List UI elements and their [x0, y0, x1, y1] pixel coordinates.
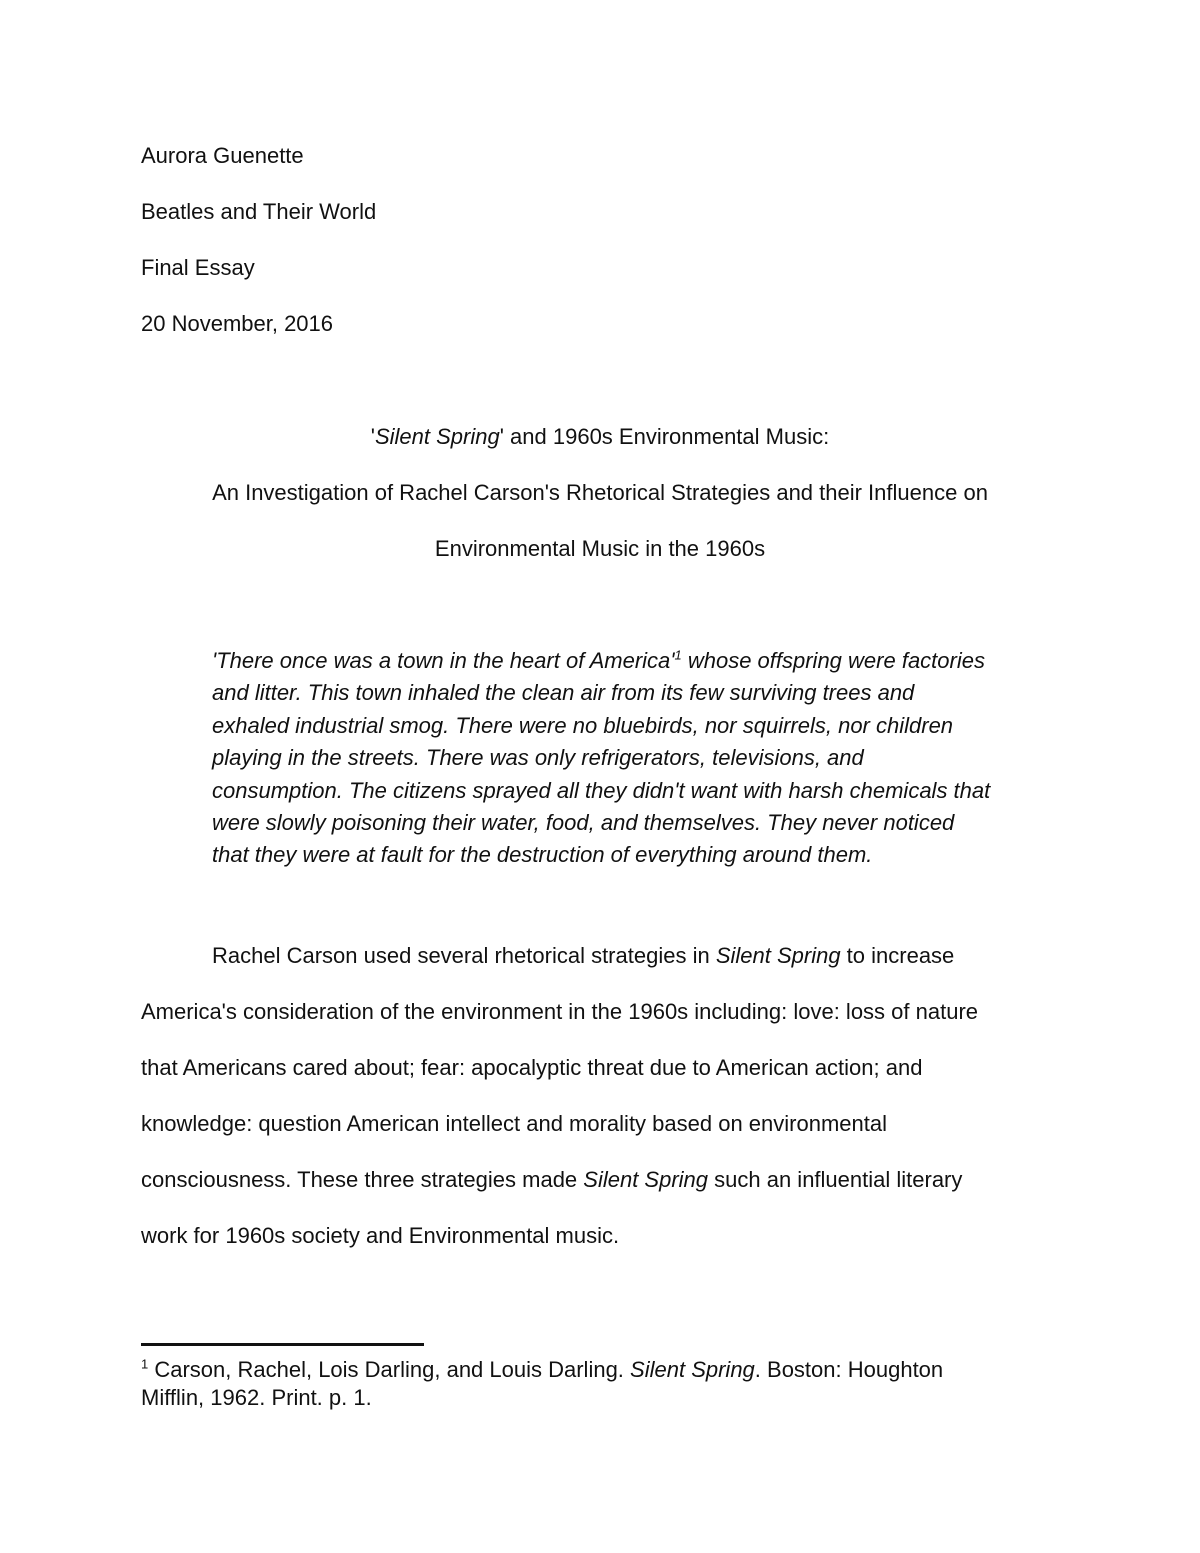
epigraph-line: 'There once was a town in the heart of $America'^1$ whose offspring were factories	[212, 647, 985, 673]
body-line: consciousness. These three strategies made Silent Spring such an influential literary	[141, 1167, 963, 1192]
body-line: Rachel Carson used several rhetorical strategies in Silent Spring to increase	[212, 943, 955, 968]
epigraph-line: that they were at fault for the destruction of everything around them.	[212, 842, 873, 868]
essay-title-line-3: Environmental Music in the 1960s	[434, 536, 766, 561]
epigraph-line: playing in the streets. There was only refrigerators, televisions, and	[212, 745, 864, 771]
assignment-name: Final Essay	[141, 255, 255, 280]
author-name: Aurora Guenette	[141, 143, 304, 168]
essay-date: 20 November, 2016	[141, 311, 334, 336]
footnote-number: 1	[141, 1356, 149, 1372]
epigraph-line: consumption. The citizens sprayed all they didn't want with harsh chemicals that	[212, 777, 991, 803]
body-line: knowledge: question American intellect and morality based on environmental	[141, 1111, 887, 1136]
body-line: work for 1960s society and Environmental music.	[141, 1223, 620, 1248]
body-line: America's consideration of the environment in the 1960s including: love: loss of nature	[141, 999, 979, 1024]
course-name: Beatles and Their World	[141, 199, 377, 224]
epigraph	[212, 645, 1062, 872]
epigraph-line: were slowly poisoning their water, food, and themselves. They never noticed	[212, 810, 955, 836]
footnote-line: Mifflin, 1962. Print. p. 1.	[141, 1385, 372, 1410]
body-paragraph	[141, 928, 1061, 1264]
epigraph-line: and litter. This town inhaled the clean air from its few surviving trees and	[212, 680, 915, 706]
body-line: that Americans cared about; fear: apocalyptic threat due to American action; and	[141, 1055, 923, 1080]
footnote-divider	[141, 1343, 424, 1346]
epigraph-line: exhaled industrial smog. There were no bluebirds, nor squirrels, nor children	[212, 712, 954, 738]
footnote-reference: 1	[674, 647, 682, 663]
essay-title-line-2: An Investigation of Rachel Carson's Rhetorical Strategies and their Influence on	[212, 480, 988, 505]
essay-title-line-1: 'Silent Spring' and 1960s Environmental Music:	[370, 424, 830, 449]
footnote	[141, 1356, 1061, 1412]
footnote-line: $^1$ Carson, Rachel, Lois Darling, and Louis Darling. Silent Spring. Boston: Houghton	[141, 1356, 944, 1382]
